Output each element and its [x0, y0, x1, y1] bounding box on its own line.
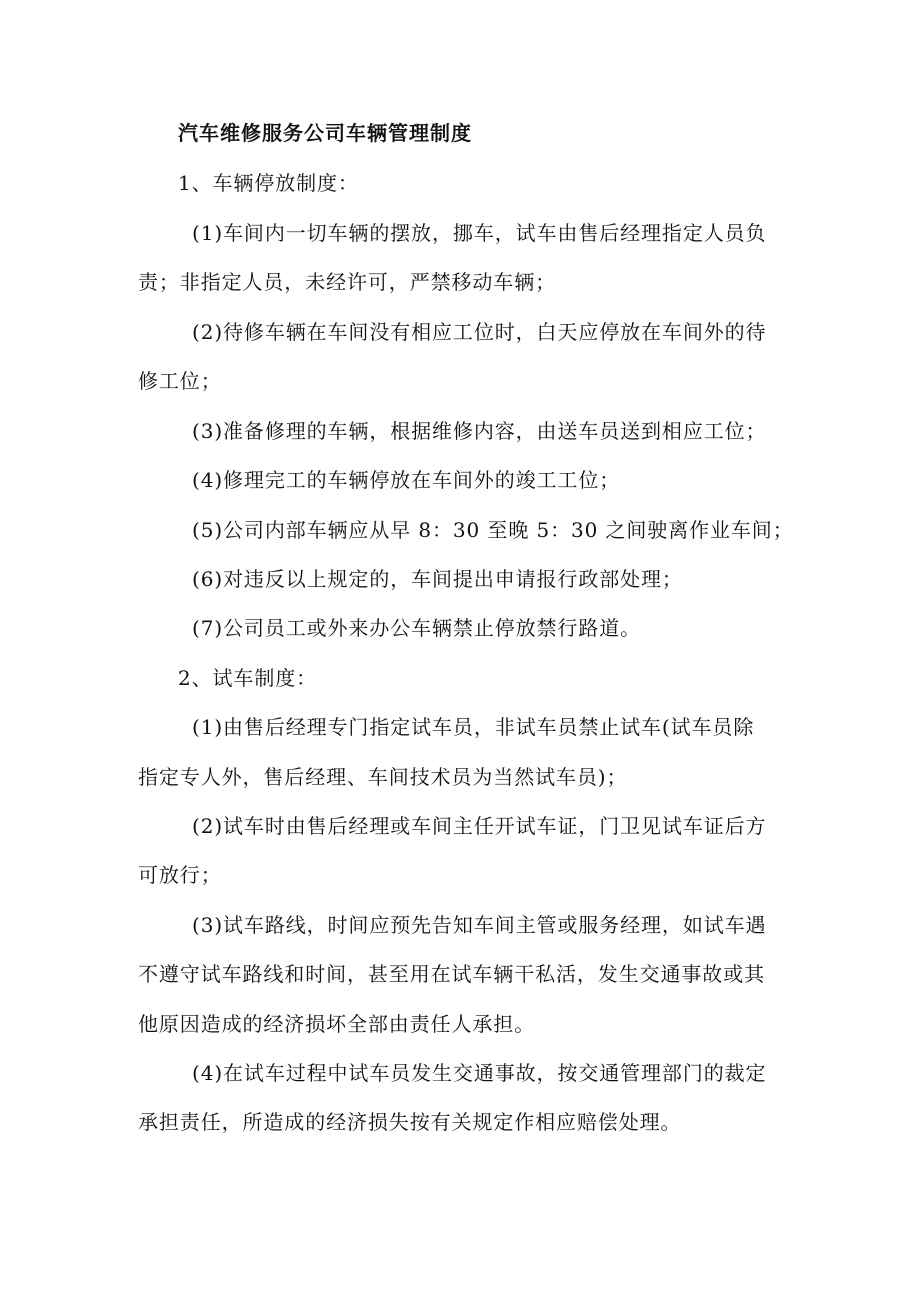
section-2-item-3-line-1: (3)试车路线，时间应预先告知车间主管或服务经理，如试车遇	[192, 913, 767, 937]
section-1-heading: 1、车辆停放制度：	[178, 171, 359, 195]
section-2-item-1-line-2: 指定专人外，售后经理、车间技术员为当然试车员)；	[138, 765, 628, 789]
section-1-item-1-line-2: 责；非指定人员，未经许可，严禁移动车辆；	[138, 270, 556, 294]
section-1-item-2-line-2: 修工位；	[138, 369, 222, 393]
section-1-item-1-line-1: (1)车间内一切车辆的摆放，挪车，试车由售后经理指定人员负	[192, 221, 767, 245]
section-1-item-2-line-1: (2)待修车辆在车间没有相应工位时，白天应停放在车间外的待	[192, 320, 767, 344]
section-2-item-2-line-2: 可放行；	[138, 863, 222, 887]
section-2-item-4-line-2: 承担责任，所造成的经济损失按有关规定作相应赔偿处理。	[138, 1110, 682, 1134]
section-2-item-1-line-1: (1)由售后经理专门指定试车员，非试车员禁止试车(试车员除	[192, 715, 755, 739]
section-2-item-2-line-1: (2)试车时由售后经理或车间主任开试车证，门卫见试车证后方	[192, 814, 767, 838]
document-title: 汽车维修服务公司车辆管理制度	[178, 121, 472, 145]
section-1-item-7: (7)公司员工或外来办公车辆禁止停放禁行路道。	[192, 616, 642, 640]
section-2-item-3-line-2: 不遵守试车路线和时间，甚至用在试车辆干私活，发生交通事故或其	[138, 962, 765, 986]
section-1-item-3: (3)准备修理的车辆，根据维修内容，由送车员送到相应工位；	[192, 419, 767, 443]
section-2-item-3-line-3: 他原因造成的经济损坏全部由责任人承担。	[138, 1012, 536, 1036]
section-2-item-4-line-1: (4)在试车过程中试车员发生交通事故，按交通管理部门的裁定	[192, 1061, 767, 1085]
section-2-heading: 2、试车制度：	[178, 666, 318, 690]
section-1-item-4: (4)修理完工的车辆停放在车间外的竣工工位；	[192, 468, 621, 492]
section-1-item-5: (5)公司内部车辆应从早 8：30 至晚 5：30 之间驶离作业车间；	[192, 518, 794, 542]
section-1-item-6: (6)对违反以上规定的，车间提出申请报行政部处理；	[192, 567, 683, 591]
